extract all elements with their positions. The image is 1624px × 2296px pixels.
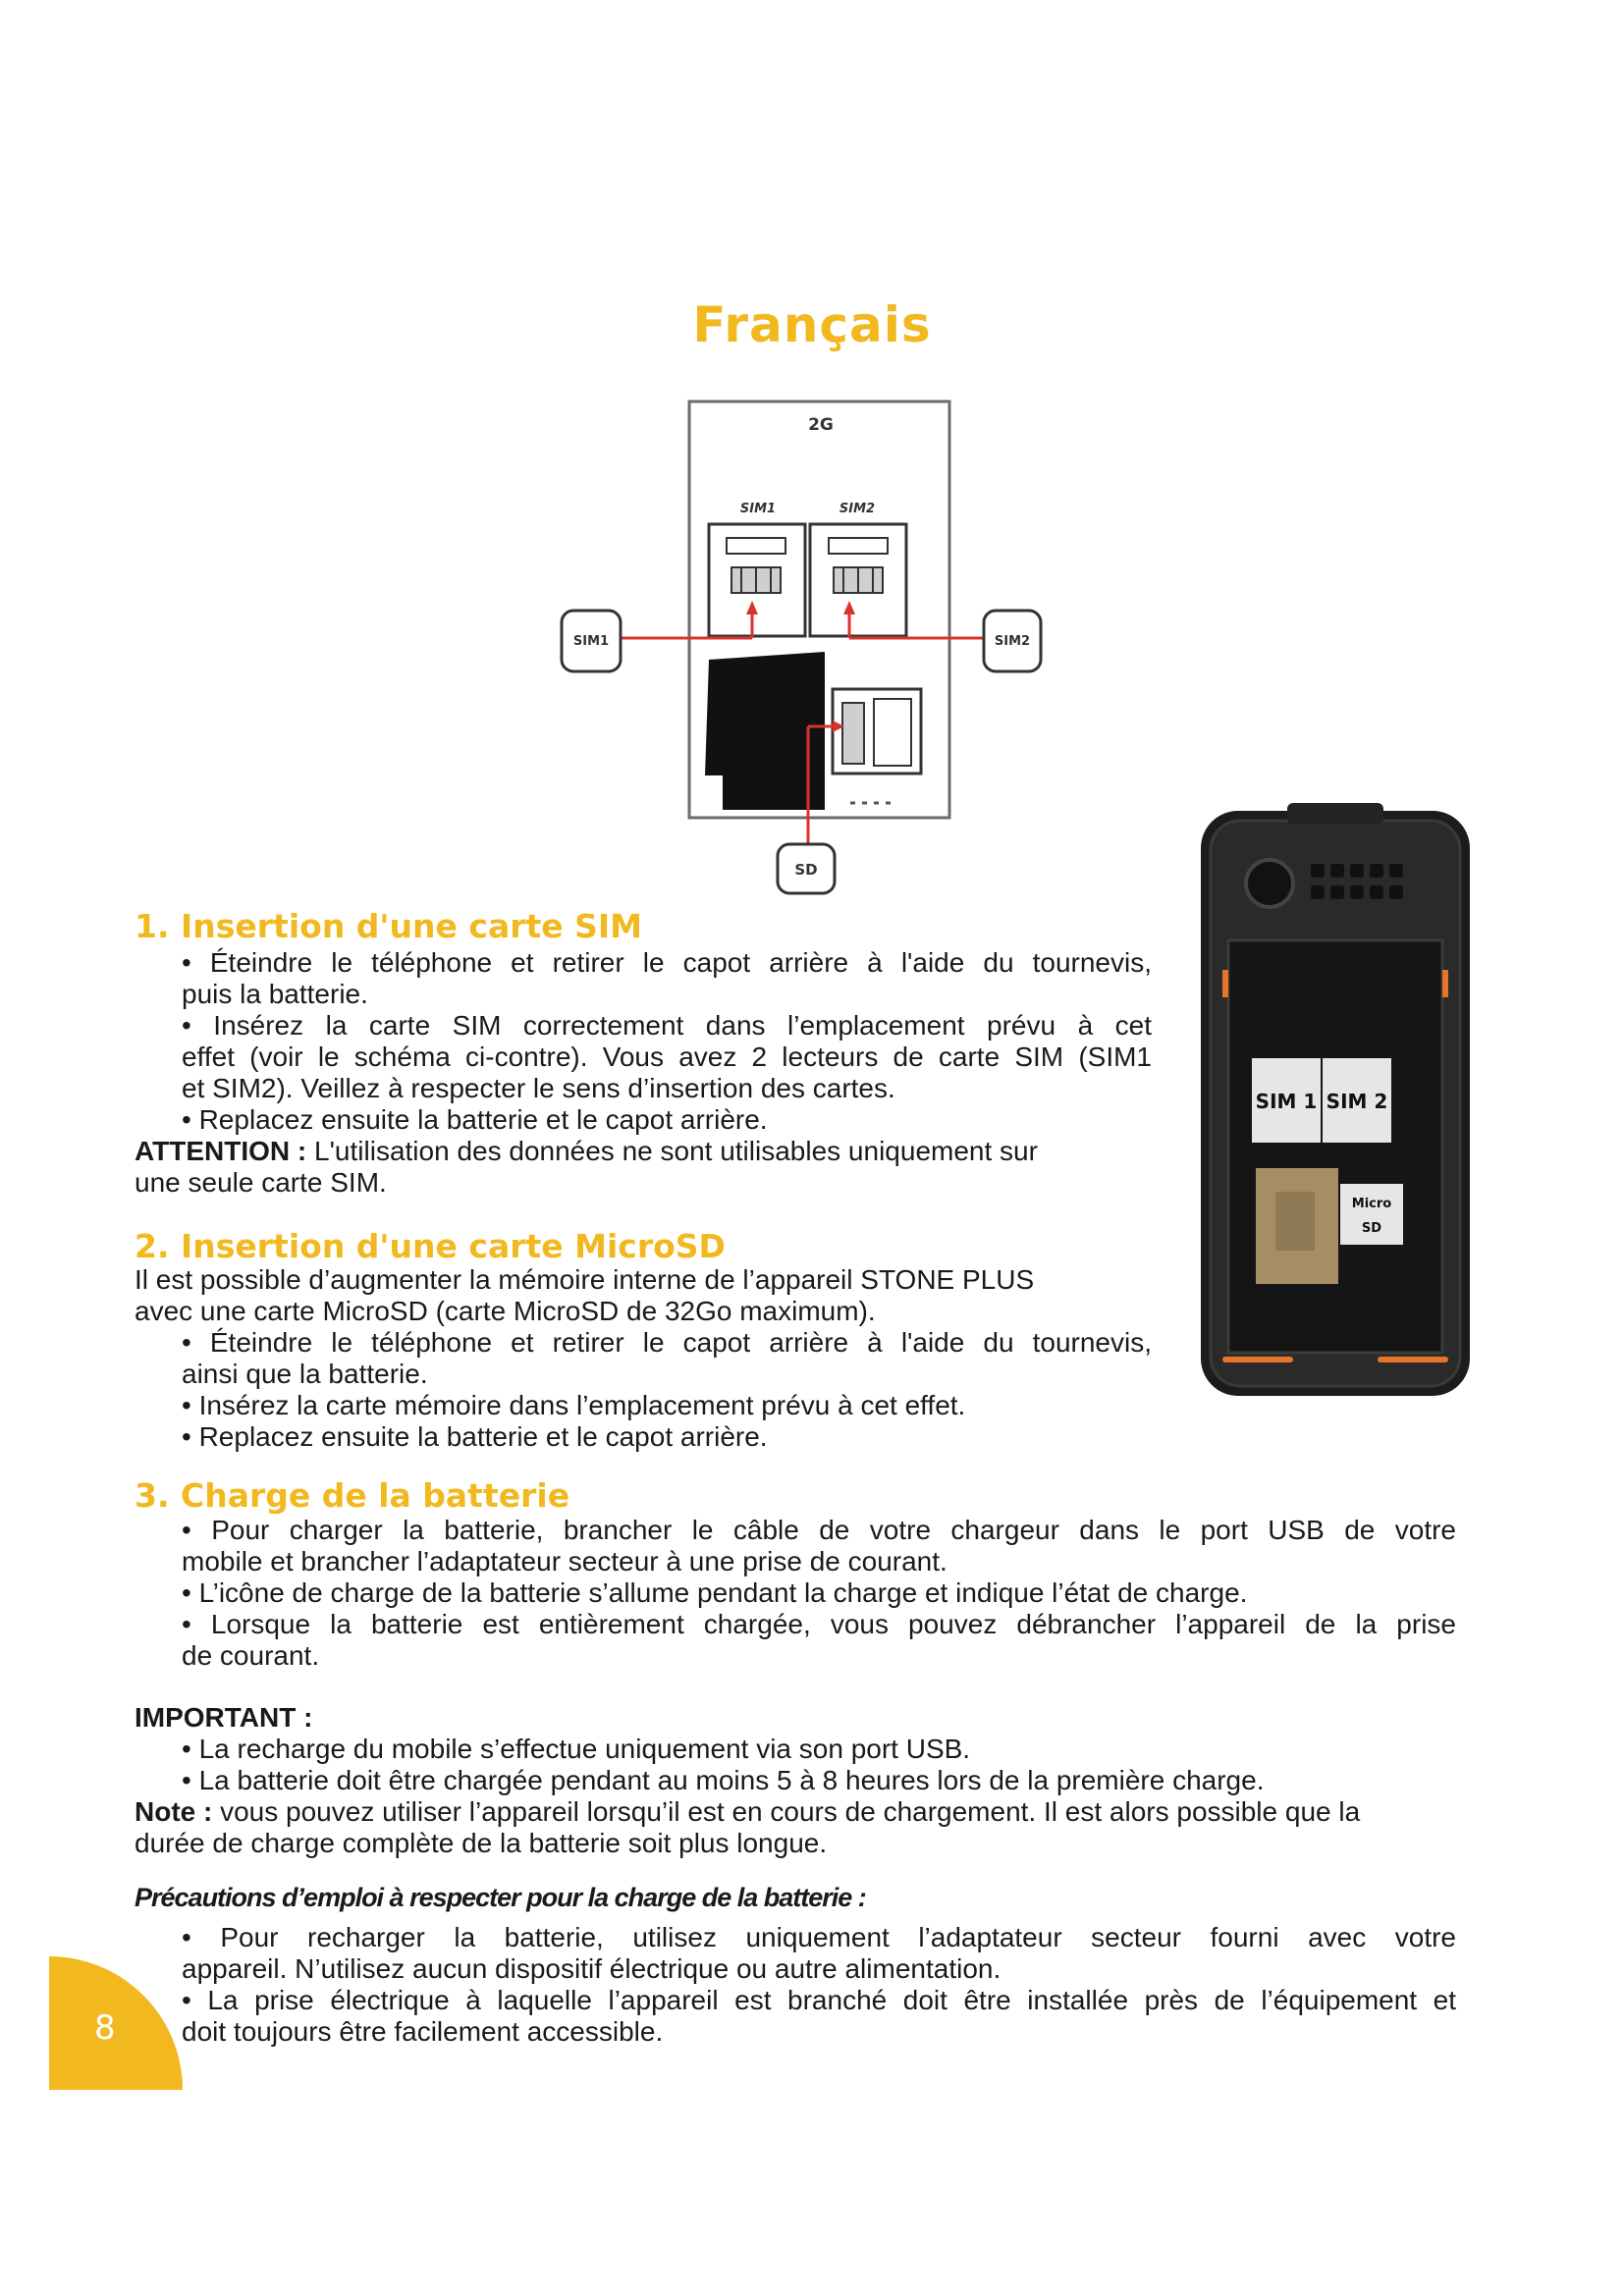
- precautions-line: appareil. N’utilisez aucun dispositif électrique ou autre alimentation.: [182, 1953, 1001, 1984]
- diagram-slot1-label: SIM1: [739, 502, 777, 516]
- note-text: vous pouvez utiliser l’appareil lorsqu’il est en cours de chargement. Il est alors possible que la: [212, 1796, 1361, 1827]
- section2-line: ainsi que la batterie.: [182, 1359, 428, 1389]
- page-number-tab: [49, 1956, 183, 2090]
- camera-lens: [1246, 860, 1293, 907]
- photo-sim2-label: SIM 2: [1326, 1090, 1388, 1113]
- battery-compartment: [1228, 940, 1442, 1353]
- section1-line: • Éteindre le téléphone et retirer le capot arrière à l'aide du tournevis,: [182, 947, 1152, 978]
- svg-text:SD: SD: [794, 861, 818, 879]
- section2-line: avec une carte MicroSD (carte MicroSD de 32Go maximum).: [135, 1296, 876, 1326]
- svg-text:SIM1: SIM1: [572, 634, 610, 649]
- section2-heading: 2. Insertion d'une carte MicroSD: [135, 1227, 726, 1265]
- section2-line: Il est possible d’augmenter la mémoire interne de l’appareil STONE PLUS: [135, 1264, 1035, 1295]
- section2-line: • Insérez la carte mémoire dans l’emplacement prévu à cet effet.: [182, 1390, 966, 1420]
- important-line: • La recharge du mobile s’effectue uniquement via son port USB.: [182, 1734, 971, 1764]
- photo-sd-label: SD: [1361, 1221, 1382, 1236]
- page-title: Français: [692, 296, 932, 353]
- svg-text:SIM2: SIM2: [994, 634, 1031, 649]
- section3-line: • L’icône de charge de la batterie s’allume pendant la charge et indique l’état de charge.: [182, 1577, 1248, 1608]
- diagram-slot2-label: SIM2: [839, 502, 876, 516]
- callout-sd: [778, 844, 835, 893]
- section3-line: • Pour charger la batterie, brancher le câble de votre chargeur dans le port USB de votre: [182, 1515, 1456, 1545]
- diagram-top-label: 2G: [808, 415, 834, 435]
- phone-back-photo: [1193, 803, 1478, 1404]
- important-line: • La batterie doit être chargée pendant au moins 5 à 8 heures lors de la première charge.: [182, 1765, 1265, 1795]
- note-line: durée de charge complète de la batterie soit plus longue.: [135, 1828, 828, 1858]
- callout-sim1: [562, 611, 621, 671]
- section3-line: • Lorsque la batterie est entièrement chargée, vous pouvez débrancher l’appareil de la prise: [182, 1609, 1456, 1639]
- sim-slot-diagram: [530, 393, 1060, 903]
- callout-sim2: [984, 611, 1041, 671]
- section1-line: • Replacez ensuite la batterie et le capot arrière.: [182, 1104, 768, 1135]
- section1-line: puis la batterie.: [182, 979, 368, 1009]
- precautions-heading: Précautions d’emploi à respecter pour la charge de la batterie :: [135, 1883, 866, 1912]
- section3-line: de courant.: [182, 1640, 320, 1671]
- section1-line: • Insérez la carte SIM correctement dans l’emplacement prévu à cet: [182, 1010, 1152, 1041]
- section1-line: effet (voir le schéma ci-contre). Vous avez 2 lecteurs de carte SIM (SIM1: [182, 1041, 1152, 1072]
- attention-paragraph: [135, 1136, 1038, 1167]
- section3-heading: 3. Charge de la batterie: [135, 1476, 570, 1515]
- page-number: 8: [94, 2008, 116, 2048]
- attention-label: ATTENTION :: [135, 1136, 307, 1166]
- note-paragraph: [135, 1796, 1360, 1828]
- section3-line: mobile et brancher l’adaptateur secteur à une prise de courant.: [182, 1546, 947, 1576]
- precautions-line: doit toujours être facilement accessible.: [182, 2016, 664, 2047]
- important-label: IMPORTANT :: [135, 1702, 313, 1733]
- photo-micro-label: Micro: [1351, 1197, 1392, 1211]
- note-label: Note :: [135, 1796, 213, 1827]
- section2-line: • Replacez ensuite la batterie et le capot arrière.: [182, 1421, 768, 1452]
- photo-sim1-label: SIM 1: [1255, 1090, 1318, 1113]
- attention-text: L'utilisation des données ne sont utilisables uniquement sur: [306, 1136, 1038, 1166]
- section1-line: et SIM2). Veillez à respecter le sens d’insertion des cartes.: [182, 1073, 895, 1103]
- precautions-line: • Pour recharger la batterie, utilisez uniquement l’adaptateur secteur fourni avec votre: [182, 1922, 1456, 1952]
- precautions-line: • La prise électrique à laquelle l’appareil est branché doit être installée près de l’équipement et: [182, 1985, 1456, 2015]
- section1-heading: 1. Insertion d'une carte SIM: [135, 907, 643, 945]
- attention-line: une seule carte SIM.: [135, 1167, 387, 1198]
- section2-line: • Éteindre le téléphone et retirer le capot arrière à l'aide du tournevis,: [182, 1327, 1152, 1358]
